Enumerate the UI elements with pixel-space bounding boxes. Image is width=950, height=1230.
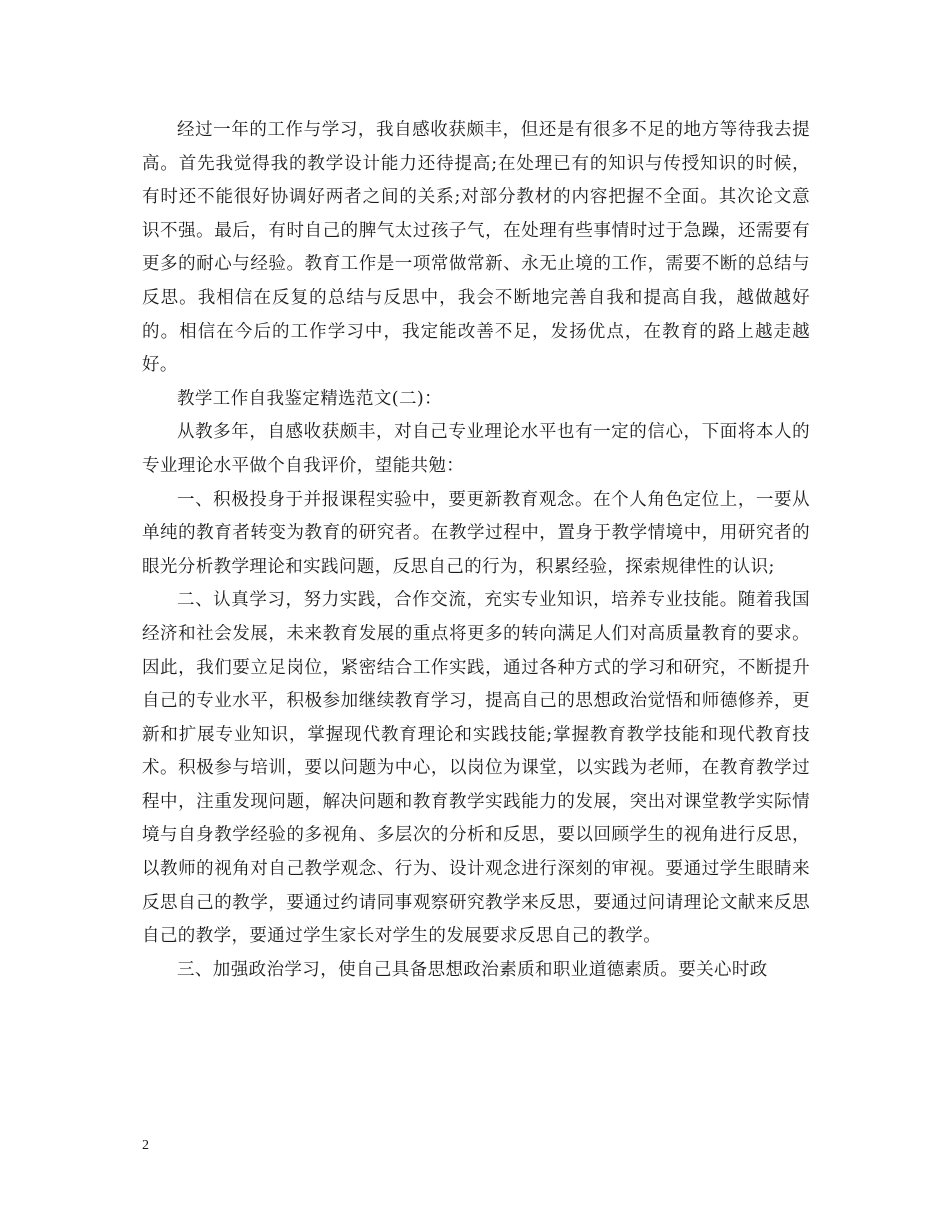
paragraph-point-one: 一、积极投身于并报课程实验中，要更新教育观念。在个人角色定位上，一要从单纯的教育者转变为教育的研究者。在教学过程中，置身于教学情境中，用研究者的眼光分析教学理论和实践问题，反思自己的行为，积累经验，探索规律性的认识; [142, 489, 810, 577]
paragraph-intro: 从教多年，自感收获颇丰，对自己专业理论水平也有一定的信心，下面将本人的专业理论水平做个自我评价，望能共勉： [142, 422, 810, 476]
page-number: 2 [142, 1138, 149, 1153]
document-body [142, 114, 810, 987]
section-heading: 教学工作自我鉴定精选范文(二)： [177, 388, 443, 409]
paragraph-point-two: 二、认真学习，努力实践，合作交流，充实专业知识，培养专业技能。随着我国经济和社会发展，未来教育发展的重点将更多的转向满足人们对高质量教育的要求。因此，我们要立足岗位，紧密结合工作实践，通过各种方式的学习和研究，不断提升自己的专业水平，积极参加继续教育学习，提高自己的思想政治觉悟和师德修养，更新和扩展专业知识，掌握现代教育理论和实践技能;掌握教育教学技能和现代教育技术。积极参与培训，要以问题为中心，以岗位为课堂，以实践为老师，在教育教学过程中，注重发现问题，解决问题和教育教学实践能力的发展，突出对课堂教学实际情境与自身教学经验的多视角、多层次的分析和反思，要以回顾学生的视角进行反思，以教师的视角对自己教学观念、行为、设计观念进行深刻的审视。要通过学生眼睛来反思自己的教学，要通过约请同事观察研究教学来反思，要通过问请理论文献来反思自己的教学，要通过学生家长对学生的发展要求反思自己的教学。 [142, 590, 810, 947]
paragraph-self-reflection: 经过一年的工作与学习，我自感收获颇丰，但还是有很多不足的地方等待我去提高。首先我觉得我的教学设计能力还待提高;在处理已有的知识与传授知识的时候，有时还不能很好协调好两者之间的关系;对部分教材的内容把握不全面。其次论文意识不强。最后，有时自己的脾气太过孩子气，在处理有些事情时过于急躁，还需要有更多的耐心与经验。教育工作是一项常做常新、永无止境的工作，需要不断的总结与反思。我相信在反复的总结与反思中，我会不断地完善自我和提高自我，越做越好的。相信在今后的工作学习中，我定能改善不足，发扬优点，在教育的路上越走越好。 [142, 120, 810, 376]
paragraph-point-three: 三、加强政治学习，使自己具备思想政治素质和职业道德素质。要关心时政 [177, 959, 768, 980]
